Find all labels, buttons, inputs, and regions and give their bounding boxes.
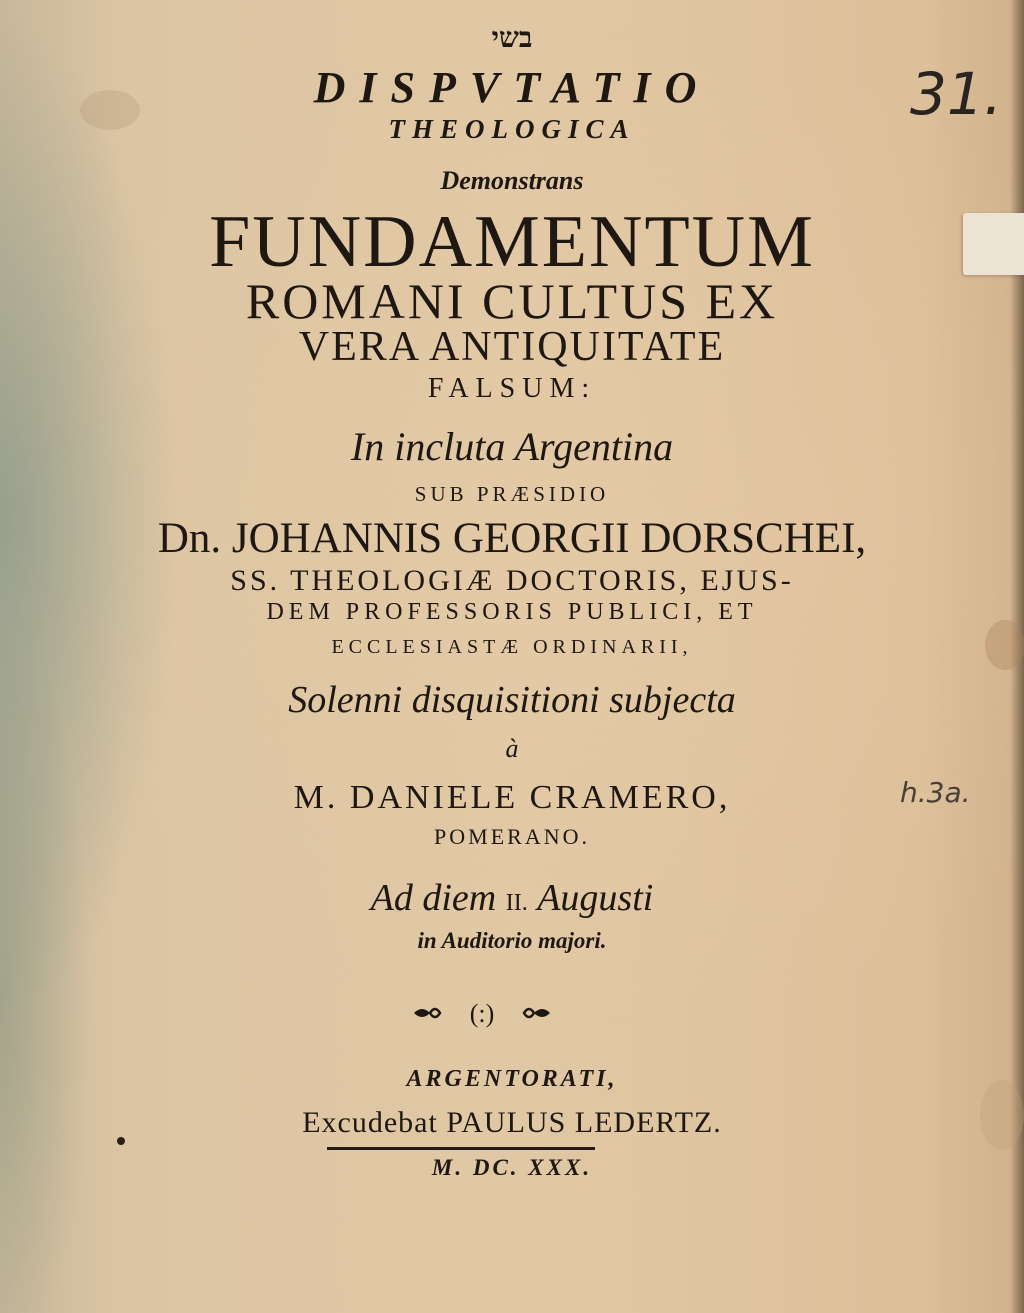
imprint-place: ARGENTORATI, — [406, 1066, 618, 1092]
title-line-dorschei: Dn. JOHANNIS GEORGII DORSCHEI, — [157, 515, 867, 562]
title-line-theologiae-doctoris: SS. THEOLOGIÆ DOCTORIS, EJUS- — [230, 564, 794, 597]
title-line-a: à — [505, 734, 519, 763]
title-line-professoris-publici: DEM PROFESSORIS PUBLICI, ET — [266, 599, 758, 625]
margin-annotation: h.3a. — [900, 776, 971, 809]
ink-dot — [117, 1137, 125, 1145]
title-line-romani-cultus: ROMANI CULTUS EX — [245, 273, 779, 329]
title-line-falsum: FALSUM: — [427, 373, 597, 404]
imprint-year: M. DC. XXX. — [431, 1155, 593, 1180]
title-line-cramero: M. DANIELE CRAMERO, — [293, 779, 731, 816]
imprint-printer: Excudebat PAULUS LEDERTZ. — [302, 1106, 722, 1139]
title-line-auditorio: in Auditorio majori. — [417, 928, 607, 953]
title-line-fundamentum: FUNDAMENTUM — [209, 201, 815, 283]
title-line-theologica: THEOLOGICA — [388, 114, 636, 144]
title-line-argentina: In incluta Argentina — [350, 424, 674, 469]
fleuron-text: (:) — [469, 999, 495, 1028]
title-line-sub-praesidio: SUB PRÆSIDIO — [414, 482, 610, 506]
hebrew-header: בשי — [491, 23, 533, 54]
title-line-pomerano: POMERANO. — [434, 824, 590, 849]
fleuron-ornament — [412, 993, 552, 1033]
title-line-solenni: Solenni disquisitioni subjecta — [288, 679, 736, 721]
title-line-vera-antiquitate: VERA ANTIQUITATE — [298, 324, 726, 370]
imprint-rule — [327, 1147, 595, 1150]
date-augusti: Augusti — [537, 877, 654, 919]
title-line-ecclesiastae: ECCLESIASTÆ ORDINARII, — [331, 636, 693, 658]
shelfmark-annotation: 31. — [910, 60, 1003, 128]
date-line — [0, 876, 1024, 920]
title-line-demonstrans: Demonstrans — [440, 166, 584, 195]
date-day: II. — [505, 890, 528, 916]
title-line-disputatio: DISPVTATIO — [313, 63, 711, 112]
date-ad-diem: Ad diem — [370, 877, 497, 919]
